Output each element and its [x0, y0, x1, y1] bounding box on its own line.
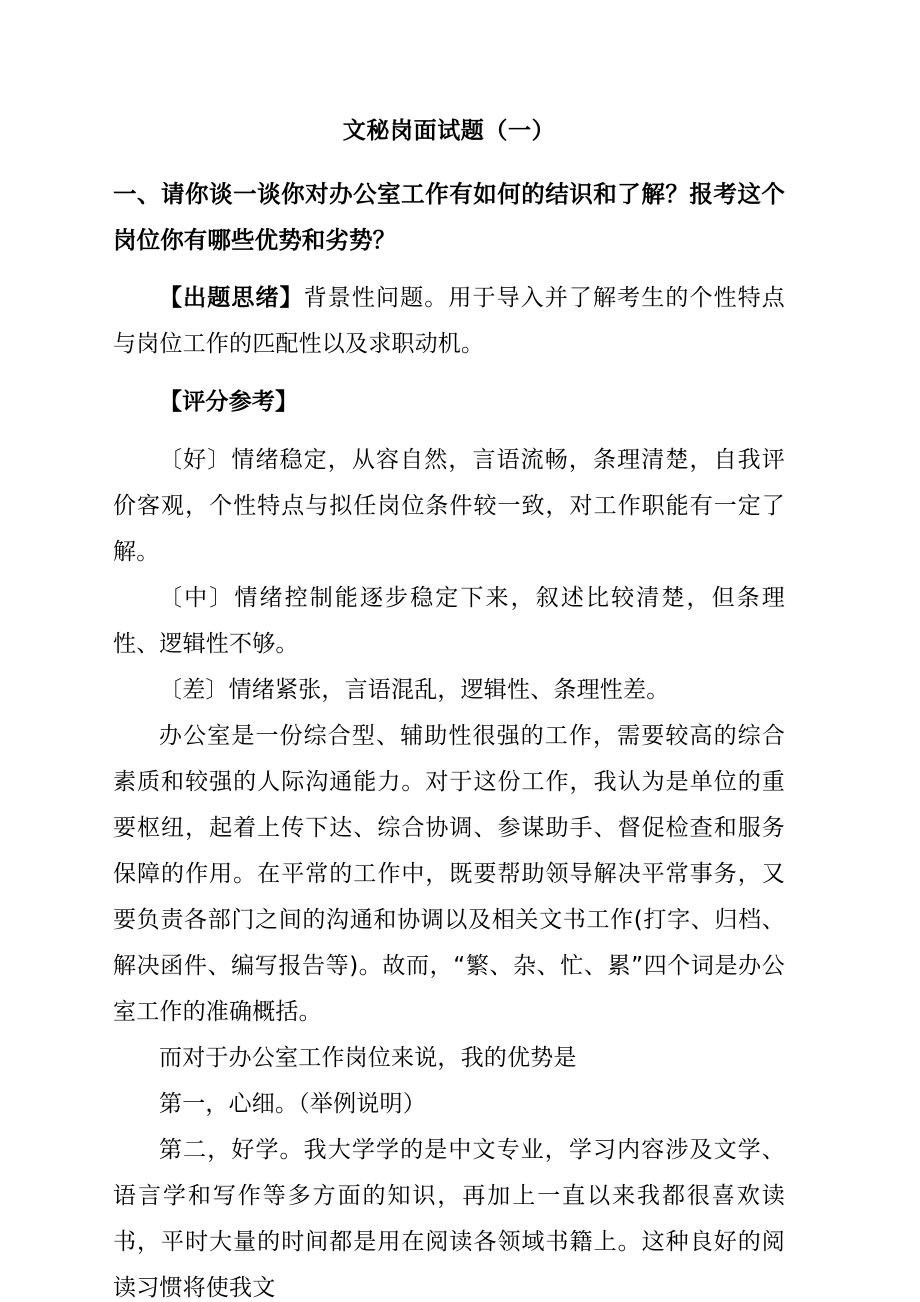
- design-note-paragraph: [113, 263, 785, 367]
- question-heading: 一、请你谈一谈你对办公室工作有如何的结识和了解？报考这个岗位你有哪些优势和劣势？: [113, 180, 785, 254]
- scoring-reference-label: 【评分参考】: [159, 389, 299, 415]
- scoring-level-poor-text: 情绪紧张，言语混乱，逻辑性、条理性差。: [228, 677, 670, 703]
- scoring-level-mid-marker: 〔中〕: [159, 585, 235, 611]
- answer-paragraph: 第二，好学。我大学学的是中文专业，学习内容涉及文学、语言学和写作等多方面的知识，再加上一直以来我都很喜欢读书，平时大量的时间都是用在阅读各领域书籍上。这种良好的阅读习惯将使我文: [113, 1137, 785, 1301]
- scoring-level-mid-text: 情绪控制能逐步稳定下来，叙述比较清楚，但条理性、逻辑性不够。: [113, 585, 785, 657]
- answer-paragraph: 而对于办公室工作岗位来说，我的优势是: [159, 1045, 577, 1071]
- scoring-level-good-text: 情绪稳定，从容自然，言语流畅，条理清楚，自我评价客观，个性特点与拟任岗位条件较一致，对工作职能有一定了解。: [113, 447, 785, 565]
- scoring-level-poor-marker: 〔差〕: [159, 677, 229, 703]
- scoring-level-good-marker: 〔好〕: [159, 447, 232, 473]
- page-title: 文秘岗面试题（一）: [342, 118, 556, 144]
- scoring-level-mid: [113, 575, 785, 667]
- scoring-level-poor: [113, 667, 785, 713]
- answer-paragraph: 办公室是一份综合型、辅助性很强的工作，需要较高的综合素质和较强的人际沟通能力。对于这份工作，我认为是单位的重要枢纽，起着上传下达、综合协调、参谋助手、督促检查和服务保障的作用。在平常的工作中，既要帮助领导解决平常事务，又要负责各部门之间的沟通和协调以及相关文书工作(打字、归档、解决函件、编写报告等)。故而，“繁、杂、忙、累”四个词是办公室工作的准确概括。: [113, 723, 785, 1025]
- answer-paragraph: 第一，心细。（举例说明）: [159, 1091, 426, 1117]
- design-note-label: 【出题思绪】: [159, 285, 304, 311]
- design-note-text: 背景性问题。用于导入并了解考生的个性特点与岗位工作的匹配性以及求职动机。: [113, 285, 785, 357]
- scoring-level-good: [113, 425, 785, 575]
- document-text-column: [113, 0, 785, 1302]
